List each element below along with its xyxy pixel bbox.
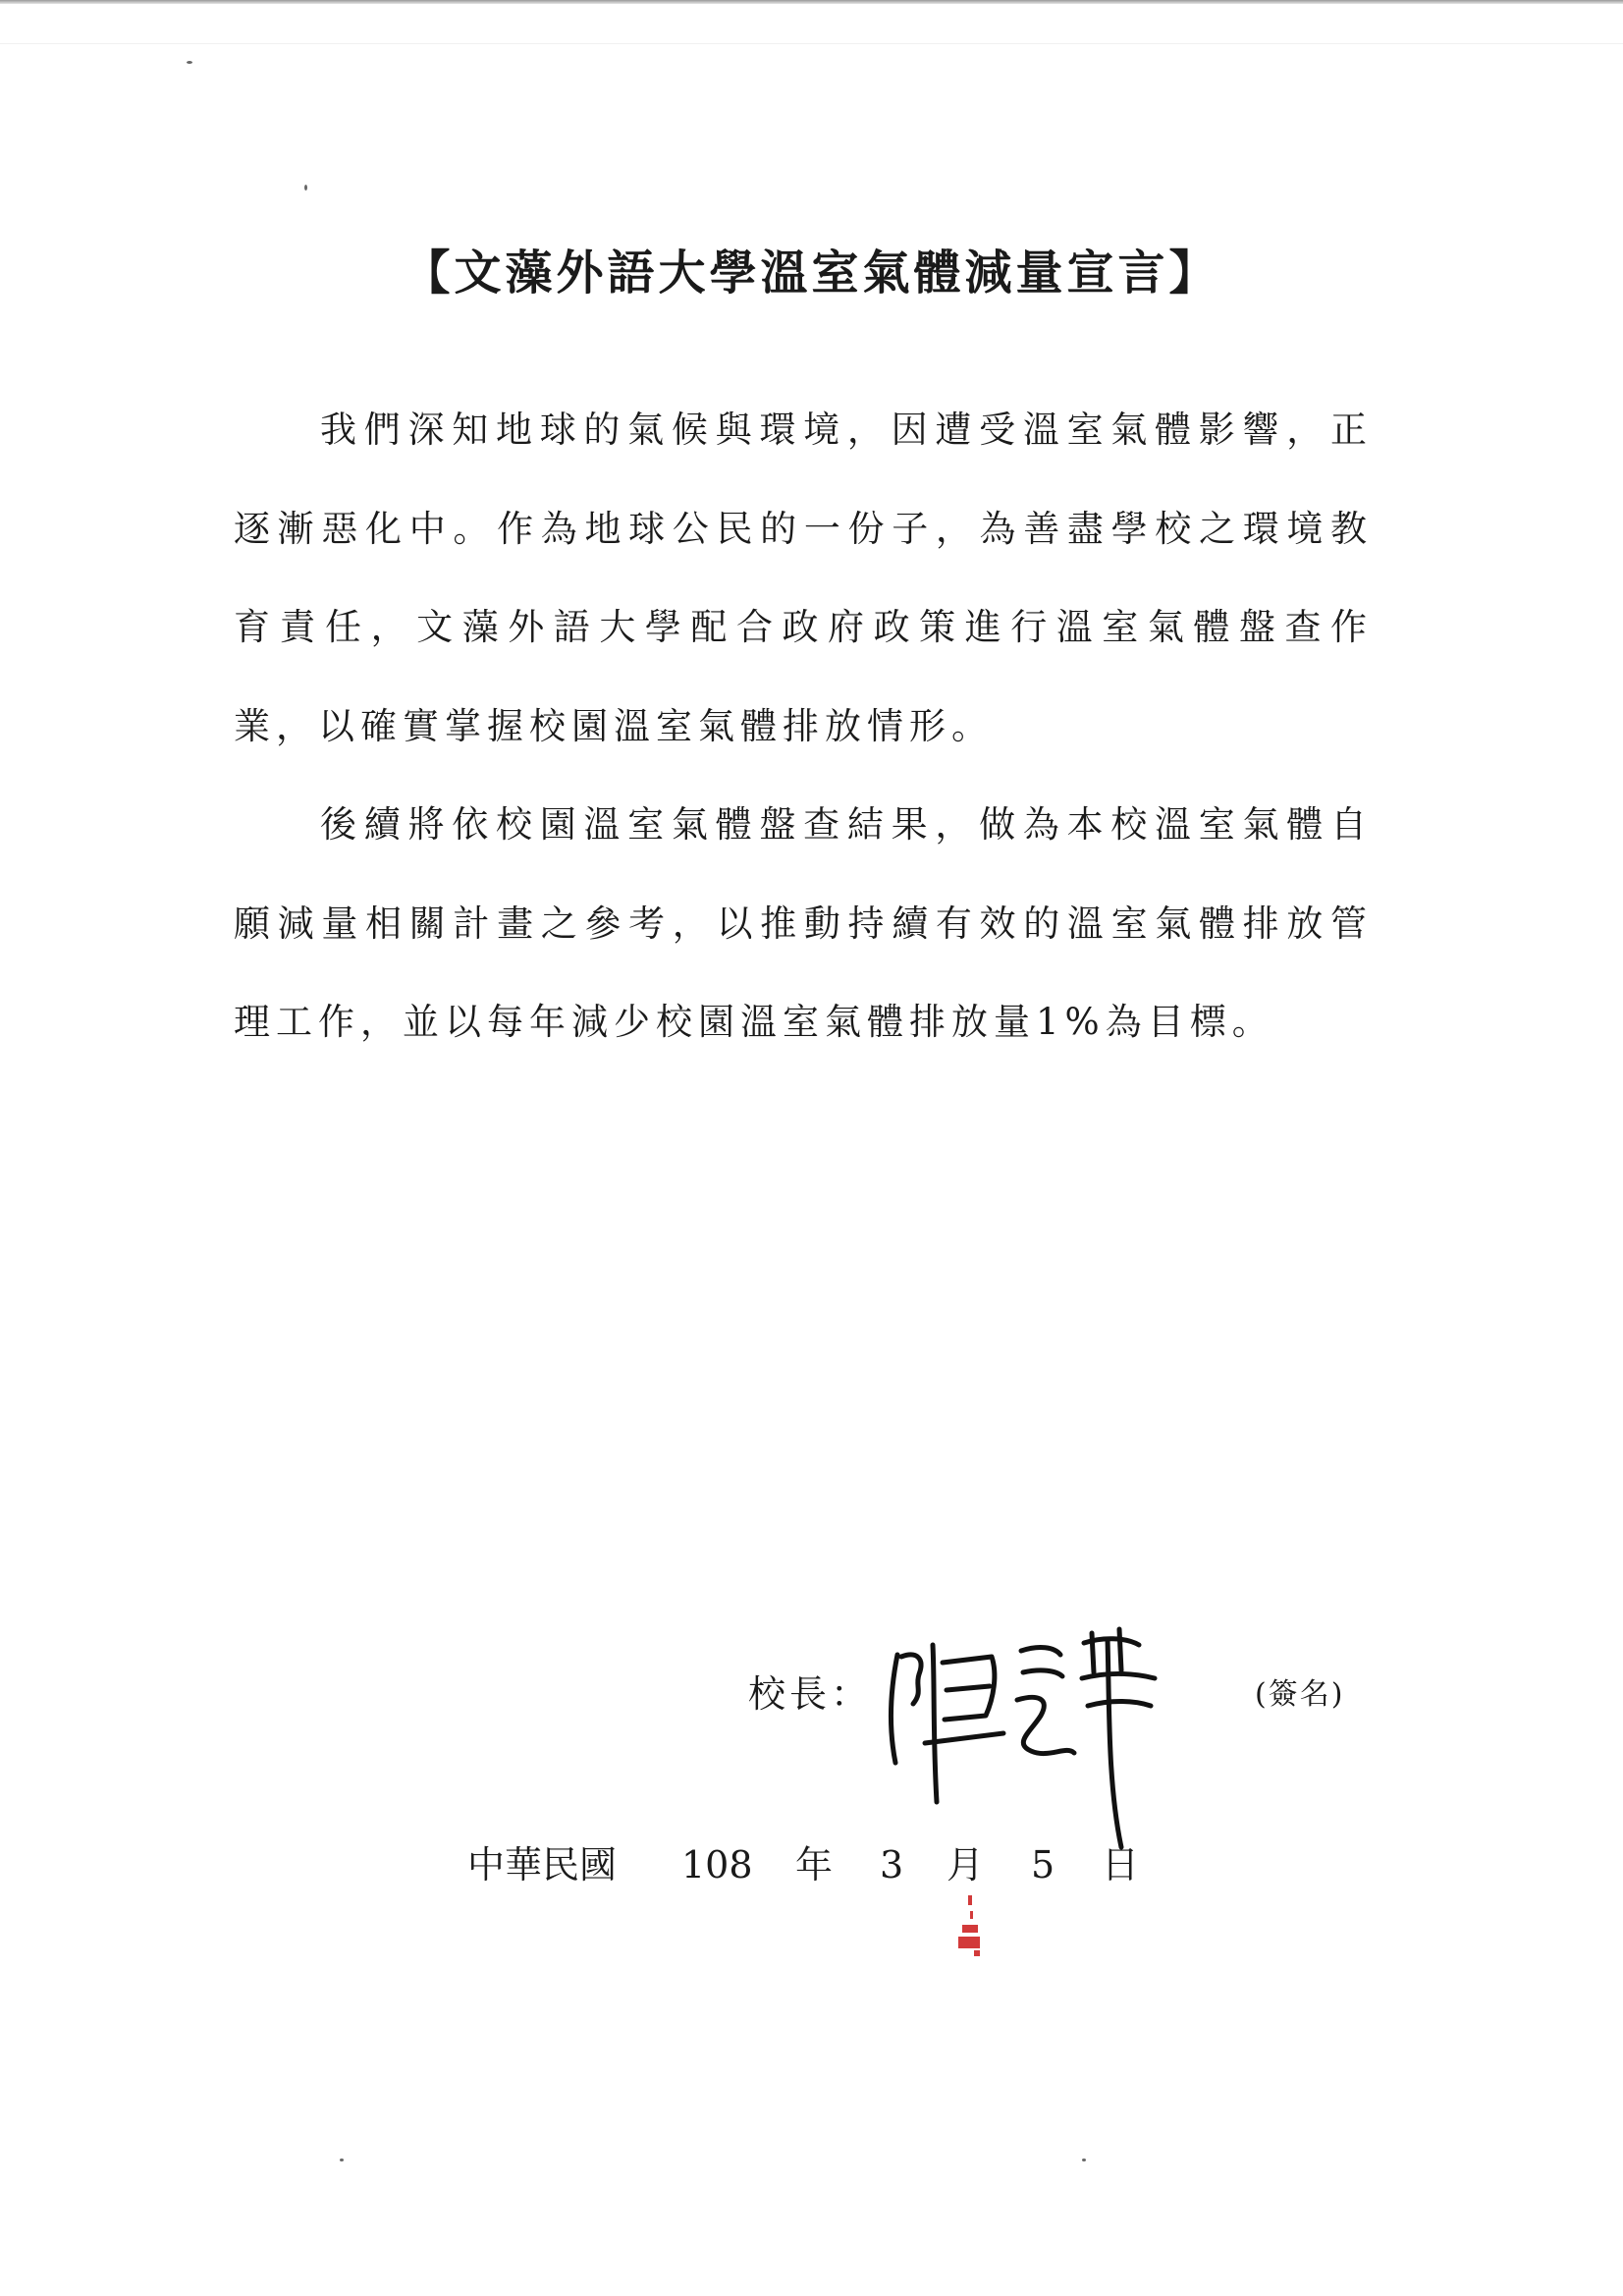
- declaration-title: 【文藻外語大學溫室氣體減量宣言】: [403, 246, 1220, 301]
- president-label: 校長：: [748, 1672, 873, 1716]
- date-era: 中華民國: [467, 1843, 618, 1886]
- paragraph-1: 我們深知地球的氣候與環境，因遭受溫室氣體影響，正逐漸惡化中。作為地球公民的一份子，為善盡學校之環境教育責任，文藻外語大學配合政府政策進行溫室氣體盤查作業，以確實掌握校園溫室氣體排放情形。: [234, 409, 1373, 747]
- declaration-body: [234, 381, 1373, 1072]
- scan-top-edge: [0, 0, 1623, 4]
- paragraph-2: 後續將依校園溫室氣體盤查結果，做為本校溫室氣體自願減量相關計畫之參考，以推動持續有效的溫室氣體排放管理工作，並以每年減少校園溫室氣體排放量1%為目標。: [234, 803, 1373, 1043]
- date-month-unit: 月: [947, 1843, 985, 1886]
- date-month: 3: [880, 1843, 904, 1886]
- date-day-unit: 日: [1102, 1843, 1140, 1886]
- red-seal-fragment: [954, 1893, 988, 1962]
- date-year: 108: [681, 1843, 753, 1886]
- scan-speck: [304, 185, 307, 191]
- date-day: 5: [1031, 1843, 1055, 1886]
- date-year-unit: 年: [795, 1843, 834, 1886]
- scan-speck: [1082, 2159, 1086, 2161]
- handwritten-signature: [874, 1615, 1188, 1861]
- scan-speck: [187, 61, 192, 64]
- scan-line: [0, 43, 1623, 44]
- signature-note: (簽名): [1255, 1677, 1345, 1712]
- scan-speck: [340, 2159, 344, 2161]
